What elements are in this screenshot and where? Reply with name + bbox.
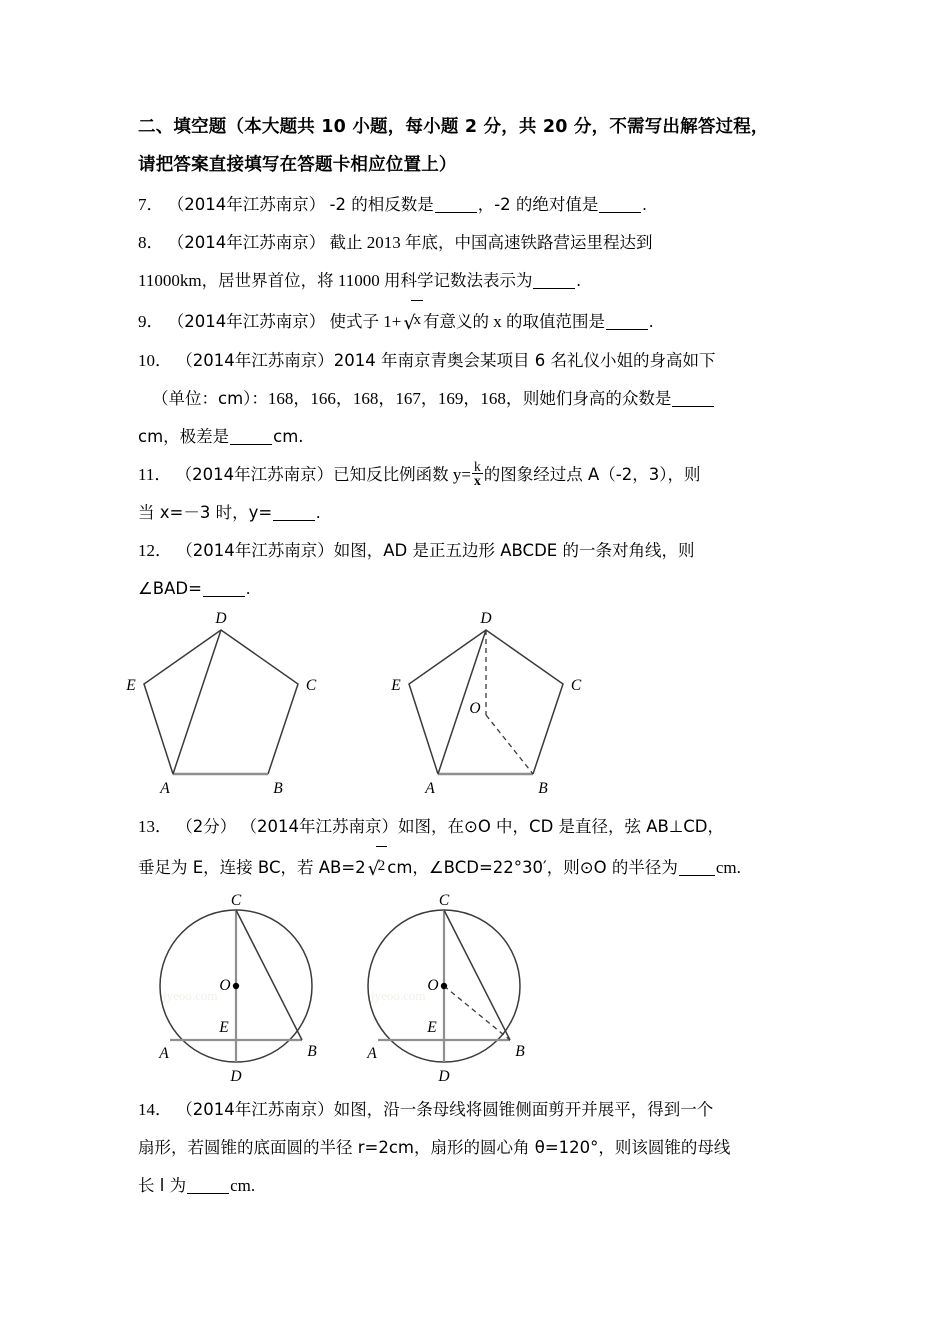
question-10-text-4: cm.: [273, 427, 304, 446]
circle-left-watermark: jyeoo.com: [163, 988, 218, 1003]
question-9-blank-1[interactable]: [606, 329, 648, 330]
square-root-icon-2: [366, 846, 388, 888]
question-14-text-1: 如图，沿一条母线将圆锥侧面剪开并展平，得到一个: [333, 1100, 714, 1119]
question-7-text-2: ，‑2 的绝对值是: [477, 195, 599, 214]
pentagon-diagrams: [126, 610, 828, 802]
question-8-text-1: 截止: [329, 233, 363, 252]
question-12: [138, 532, 828, 608]
question-9-text-3: 的取值范围是: [505, 312, 605, 331]
pentagon-left: [125, 610, 317, 797]
question-12-line-2: [138, 570, 828, 608]
pentagon-right-label-o: O: [469, 700, 481, 717]
question-8-line-1: [138, 224, 828, 262]
question-14-text-3: 长 l 为: [138, 1176, 187, 1195]
question-11-text-2: 的图象经过点 A（‑2，3），则: [483, 465, 701, 484]
circle-right-watermark: jyeoo.com: [371, 988, 426, 1003]
pentagon-left-label-b: B: [273, 780, 283, 797]
question-10-number: 10．: [138, 351, 172, 370]
circle-left-label-a: A: [159, 1045, 169, 1062]
question-13-text-1: 如图，在⊙O 中，CD 是直径，弦 AB⊥CD，: [398, 817, 724, 836]
question-9: [138, 300, 828, 342]
question-14: [138, 1091, 828, 1205]
question-9-period: .: [648, 312, 654, 331]
question-13-source: （2014年江苏南京）: [240, 817, 398, 836]
question-13-line-1: [138, 808, 828, 846]
question-13-radicand: 2: [376, 846, 388, 885]
circle-left-label-b: B: [307, 1043, 317, 1060]
question-10-data-values: 168，166，168，167，169，168，: [267, 389, 523, 408]
fraction-numerator: k: [473, 458, 481, 474]
question-13-text-4: cm.: [715, 858, 741, 877]
question-7-blank-2[interactable]: [599, 212, 641, 213]
circle-left-segment-bc: [236, 910, 302, 1040]
question-10-blank-1[interactable]: [672, 406, 714, 407]
question-8-period: .: [576, 271, 581, 290]
circle-left-label-o: O: [219, 977, 231, 994]
question-13-blank-1[interactable]: [679, 875, 715, 876]
circle-right-segment-bc: [444, 910, 510, 1040]
pentagon-left-label-a: A: [160, 780, 170, 797]
circle-figure-row: [138, 892, 828, 1087]
question-10-text-3: cm，极差是: [138, 427, 230, 446]
question-7-source: （2014年江苏南京）: [167, 195, 326, 214]
question-7-number: 7．: [138, 195, 164, 214]
question-13: [138, 808, 828, 888]
question-13-text-2: 垂足为 E，连接 BC，若 AB=2: [138, 858, 366, 877]
question-9-variable: x: [493, 312, 502, 331]
pentagon-left-label-e: E: [126, 677, 136, 694]
question-12-text-2: ∠BAD=: [138, 579, 202, 598]
question-8-text-3: ，居世界首位，将: [201, 271, 334, 290]
question-13-number: 13．: [138, 817, 172, 836]
circle-left-label-d: D: [230, 1068, 242, 1085]
question-14-line-1: [138, 1091, 828, 1129]
question-7-period: .: [642, 195, 647, 214]
pentagon-right-label-c: C: [570, 677, 582, 694]
circle-right-label-d: D: [438, 1068, 450, 1085]
question-14-blank-1[interactable]: [187, 1193, 229, 1194]
circle-left-label-c: C: [230, 892, 242, 909]
radical-sign: √: [403, 312, 416, 334]
question-12-line-1: [138, 532, 828, 570]
circle-diagrams: [138, 892, 828, 1087]
section-heading-line-2: 请把答案直接填写在答题卡相应位置上）: [138, 155, 457, 175]
question-9-source: （2014年江苏南京）: [167, 312, 326, 331]
question-14-text-4: cm.: [230, 1176, 256, 1195]
question-11-line-2: [138, 494, 828, 532]
pentagon-right-label-a: A: [425, 780, 435, 797]
question-14-text-2: 扇形，若圆锥的底面圆的半径 r=2cm，扇形的圆心角 θ=120°，则该圆锥的母线: [138, 1138, 731, 1157]
question-8-distance: 11000km: [138, 271, 202, 290]
question-11-text-1: 已知反比例函数: [333, 465, 449, 484]
pentagon-left-diagonal-ad: [173, 630, 221, 774]
square-root-icon: [401, 300, 423, 342]
question-7-text-1: ‑2 的相反数是: [329, 195, 434, 214]
circle-right-label-a: A: [367, 1045, 377, 1062]
question-9-line-1: [138, 300, 828, 342]
question-9-text-2: 有意义的: [422, 312, 489, 331]
question-11-line-1: [138, 456, 828, 494]
question-7-blank-1[interactable]: [435, 212, 477, 213]
pentagon-right-label-d: D: [480, 610, 492, 627]
question-8-source: （2014年江苏南京）: [167, 233, 326, 252]
question-14-source: （2014年江苏南京）: [176, 1100, 334, 1119]
question-14-line-3: [138, 1167, 828, 1205]
question-8: [138, 224, 828, 300]
question-12-blank-1[interactable]: [203, 596, 245, 597]
question-10-line-2: [138, 380, 828, 418]
question-9-radicand: x: [411, 300, 423, 339]
pentagon-figure-row: [126, 610, 828, 802]
question-11-number: 11．: [138, 465, 172, 484]
question-12-source: （2014年江苏南京）: [176, 541, 334, 560]
question-8-line-2: [138, 262, 828, 300]
pentagon-left-label-d: D: [215, 610, 227, 627]
circle-right-dashed-ob: [444, 986, 510, 1040]
question-8-text-4: 用科学记数法表示为: [383, 271, 533, 290]
section-heading: [138, 108, 828, 184]
question-14-number: 14．: [138, 1100, 172, 1119]
question-12-number: 12．: [138, 541, 172, 560]
pentagon-left-label-c: C: [305, 677, 317, 694]
question-9-text-1: 使式子: [329, 312, 379, 331]
pentagon-left-outline: [144, 630, 298, 774]
question-11-period: .: [316, 503, 321, 522]
question-12-period: .: [245, 579, 251, 598]
circle-left-center-point: [233, 983, 239, 989]
question-10-line-3: [138, 418, 828, 456]
circle-left: [158, 892, 317, 1085]
question-8-year: 2013: [366, 233, 401, 252]
question-10-unit-label: （单位：cm）：: [152, 389, 268, 408]
question-9-expression-prefix: 1+: [383, 312, 402, 331]
fraction-k-over-x: [472, 460, 483, 488]
question-12-text-1: 如图，AD 是正五边形 ABCDE 的一条对角线，则: [333, 541, 695, 560]
question-13-points: （2分）: [176, 817, 237, 836]
question-11-blank-1[interactable]: [273, 520, 315, 521]
circle-right-label-o: O: [427, 977, 439, 994]
question-11-text-3: 当 x=－3 时，y=: [138, 503, 273, 522]
question-13-line-2: [138, 846, 828, 888]
question-8-number-value: 11000: [337, 271, 380, 290]
radical-sign-2: √: [367, 858, 380, 880]
pentagon-right: [390, 610, 582, 797]
question-8-text-2: 年底，中国高速铁路营运里程达到: [405, 233, 653, 252]
question-10-text-2: 则她们身高的众数是: [522, 389, 672, 408]
pentagon-right-label-b: B: [538, 780, 548, 797]
question-9-number: 9．: [138, 312, 164, 331]
pentagon-right-dashed-ob: [486, 715, 533, 774]
question-10-source: （2014年江苏南京）: [176, 351, 334, 370]
question-7: [138, 186, 828, 224]
circle-right: [366, 892, 525, 1085]
question-10: [138, 342, 828, 456]
question-10-text-1: 2014 年南京青奥会某项目 6 名礼仪小姐的身高如下: [333, 351, 716, 370]
circle-left-label-e: E: [219, 1019, 229, 1036]
question-8-blank-1[interactable]: [533, 288, 575, 289]
question-11-source: （2014年江苏南京）: [175, 465, 334, 484]
question-8-number: 8．: [138, 233, 164, 252]
pentagon-right-label-e: E: [391, 677, 401, 694]
circle-right-label-e: E: [427, 1019, 437, 1036]
circle-right-label-b: B: [515, 1043, 525, 1060]
fraction-denominator: x: [473, 473, 481, 488]
circle-right-label-c: C: [438, 892, 450, 909]
question-11: [138, 456, 828, 532]
question-7-line-1: [138, 186, 828, 224]
question-10-line-1: [138, 342, 828, 380]
question-14-line-2: [138, 1129, 828, 1167]
question-11-function-y: y=: [452, 465, 471, 484]
document-content: [126, 108, 828, 1205]
circle-right-center-point: [441, 983, 447, 989]
question-13-text-3: cm，∠BCD=22°30′，则⊙O 的半径为: [387, 858, 678, 877]
question-10-blank-2[interactable]: [230, 444, 272, 445]
section-heading-line-1: 二、填空题（本大题共 10 小题，每小题 2 分，共 20 分，不需写出解答过程，: [138, 117, 769, 137]
